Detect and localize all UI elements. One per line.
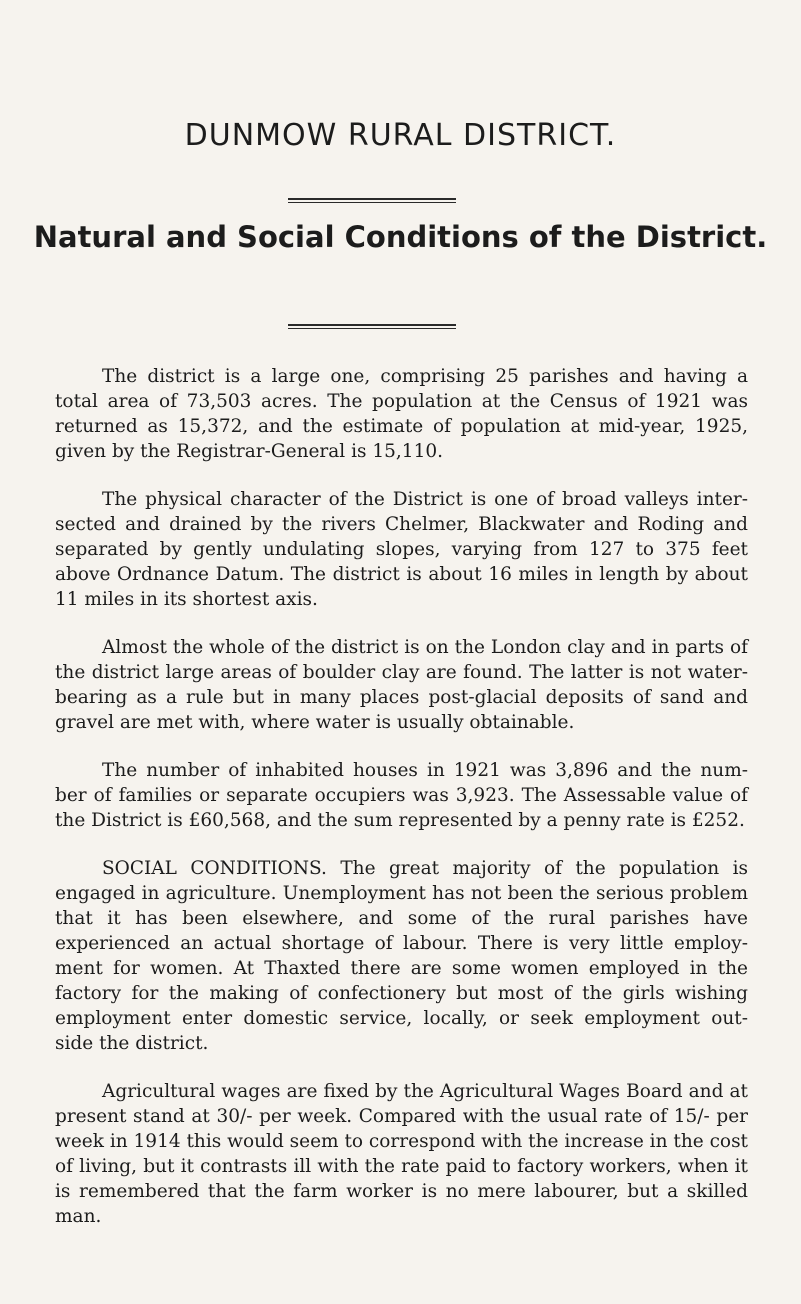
body-text <box>55 364 748 1252</box>
paragraph-area-population: The district is a large one, comprising 25 parishes and having a total area of 73,503 acres. The population at the Census of 1921 was returned as 15,372, and the estimate of population at mid-year, 1925, given by the Registrar-General is 15,110. <box>55 366 748 462</box>
district-title: DUNMOW RURAL DISTRICT. <box>184 118 617 153</box>
paragraph-agricultural-wages: Agricultural wages are fixed by the Agricultural Wages Board and at present stand at 30/- per week. Compared with the usual rate of 15/- per week in 1914 this would seem to correspond with the increase in the cost of living, but it contrasts ill with the rate paid to factory workers, when it is remembered that the farm worker is no mere labourer, but a skilled man. <box>55 1081 748 1227</box>
paragraph-geology: Almost the whole of the district is on the London clay and in parts of the district large areas of boulder clay are found. The latter is not water-bearing as a rule but in many places post-glacial deposits of sand and gravel are met with, where water is usually obtainable. <box>55 637 748 733</box>
bottom-rule-upper <box>288 324 456 326</box>
top-rule-upper <box>288 198 456 200</box>
top-rule-lower <box>288 202 456 203</box>
bottom-rule-lower <box>288 328 456 329</box>
paragraph-social-conditions: SOCIAL CONDITIONS. The great majority of the population is engaged in agriculture. Unemployment has not been the serious problem that it has been elsewhere, and some of the rural parishes have experienced an actual shortage of labour. There is very little employ- ment for women. At Thaxted there are some women employed in the factory for the making of confectionery but most of the girls wishing employment enter domestic service, locally, or seek employment out- side the district. <box>55 858 748 1054</box>
paragraph-physical-character: The physical character of the District is one of broad valleys inter- sected and drained by the rivers Chelmer, Blackwater and Roding and separated by gently undulating slopes, varying from 127 to 375 feet above Ordnance Datum. The district is about 16 miles in length by about 11 miles in its shortest axis. <box>55 489 748 610</box>
section-title: Natural and Social Conditions of the District. <box>33 220 768 254</box>
paragraph-houses-valuation: The number of inhabited houses in 1921 was 3,896 and the num- ber of families or separate occupiers was 3,923. The Assessable value of the District is £60,568, and the sum represented by a penny rate is £252. <box>55 760 748 831</box>
